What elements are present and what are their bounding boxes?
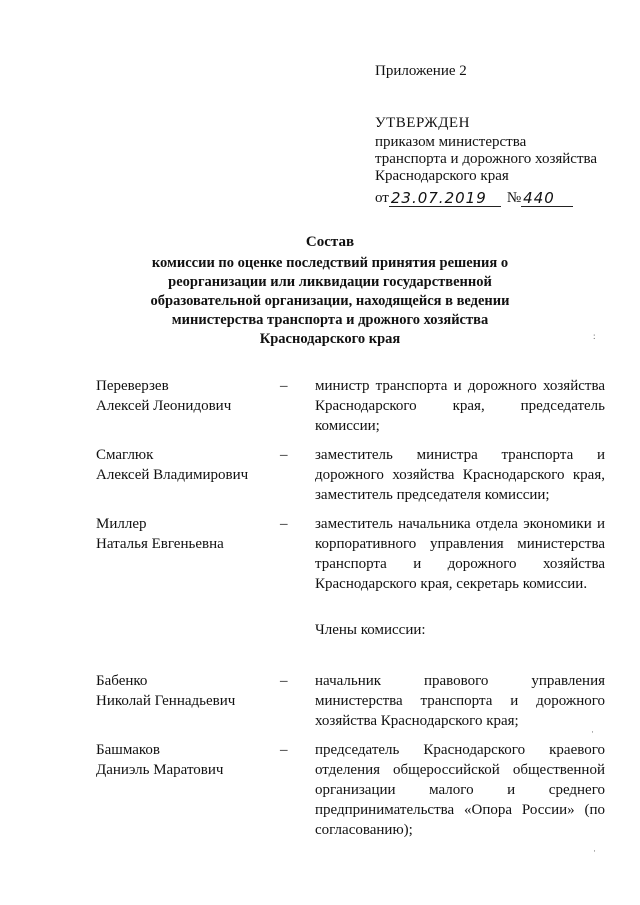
dash: –	[280, 673, 288, 689]
approval-line-3: Краснодарского края	[375, 168, 509, 184]
dash: –	[280, 516, 288, 532]
given-names: Алексей Владимирович	[96, 467, 249, 483]
given-names: Николай Геннадьевич	[96, 693, 236, 709]
surname: Башмаков	[96, 742, 160, 758]
person-role: министр транспорта и дорожного хозяйства Краснодарского края, председатель комиссии;	[315, 378, 605, 434]
person-name	[96, 514, 276, 554]
person-role: заместитель начальника отдела экономики и корпоративного управления министерства транспорта и дорожного хозяйства Краснодарского края, секретарь комиссии.	[315, 516, 605, 592]
surname: Бабенко	[96, 673, 148, 689]
document-title	[130, 233, 530, 349]
number-handwritten: 440	[521, 190, 573, 207]
scan-speck: ·	[593, 846, 596, 856]
title-line: Краснодарского края	[259, 331, 401, 347]
title-line: комиссии по оценке последствий принятия решения о	[151, 255, 509, 271]
given-names: Наталья Евгеньевна	[96, 536, 224, 552]
person-role: председатель Краснодарского краевого отделения общероссийской общественной организации малого и среднего предпринимательства «Опора России» (по согласованию);	[315, 742, 605, 838]
person-name	[96, 445, 276, 485]
person-name	[96, 740, 276, 780]
dash: –	[280, 742, 288, 758]
person-name	[96, 376, 276, 416]
members-heading: Члены комиссии:	[315, 622, 426, 638]
scan-speck: ·	[591, 727, 594, 737]
person-role: начальник правового управления министерства транспорта и дорожного хозяйства Краснодарского края;	[315, 673, 605, 729]
title-line: министерства транспорта и дрожного хозяйства	[171, 312, 489, 328]
given-names: Даниэль Маратович	[96, 762, 224, 778]
surname: Смаглюк	[96, 447, 154, 463]
scan-speck: :	[593, 331, 596, 341]
approval-date-line	[375, 185, 597, 207]
approval-line-1: приказом министерства	[375, 134, 527, 150]
person-role: заместитель министра транспорта и дорожного хозяйства Краснодарского края, заместитель председателя комиссии;	[315, 447, 605, 503]
title-line: образовательной организации, находящейся в ведении	[150, 293, 510, 309]
approval-block	[375, 115, 597, 207]
appendix-label: Приложение 2	[375, 63, 467, 79]
given-names: Алексей Леонидович	[96, 398, 232, 414]
surname: Миллер	[96, 516, 147, 532]
date-prefix: от	[375, 190, 389, 206]
title-line: реорганизации или ликвидации государственной	[168, 274, 492, 290]
date-handwritten: 23.07.2019	[389, 190, 501, 207]
approval-heading: УТВЕРЖДЕН	[375, 115, 470, 131]
dash: –	[280, 447, 288, 463]
surname: Переверзев	[96, 378, 169, 394]
approval-line-2: транспорта и дорожного хозяйства	[375, 151, 598, 167]
person-name	[96, 671, 276, 711]
dash: –	[280, 378, 288, 394]
title-heading: Состав	[305, 234, 355, 250]
number-prefix: №	[506, 190, 522, 206]
